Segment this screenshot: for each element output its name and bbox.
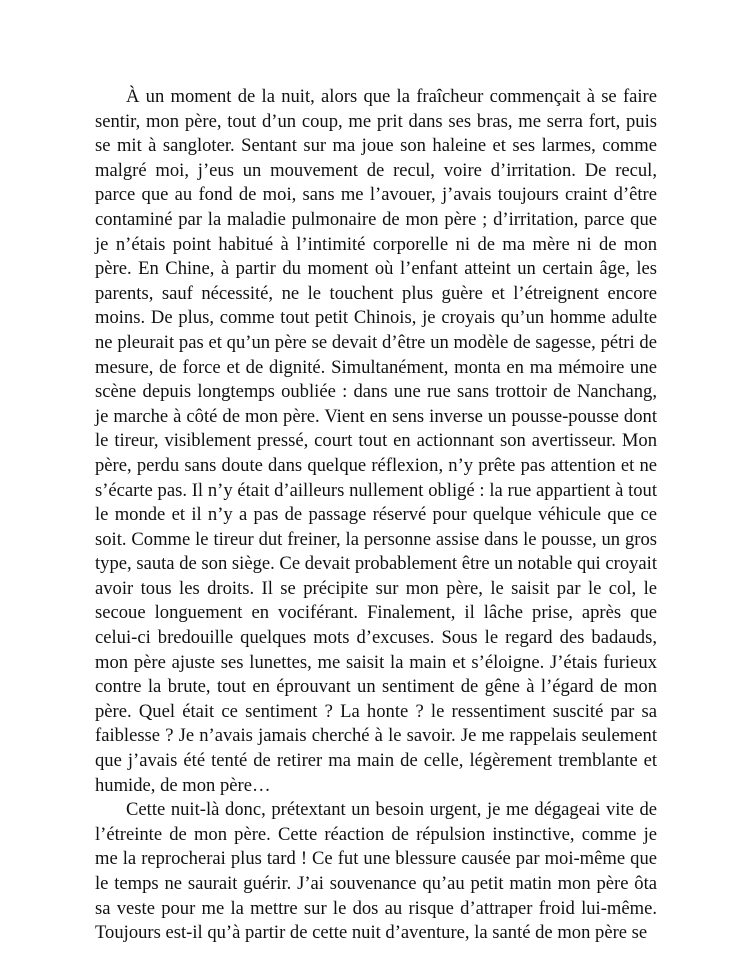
paragraph-1: À un moment de la nuit, alors que la fraîcheur commençait à se faire sentir, mon père, tout d’un coup, me prit dans ses bras, me serra fort, puis se mit à sangloter. Sentant sur ma joue son haleine et ses larmes, comme malgré moi, j’eus un mouvement de recul, voire d’irritation. De recul, parce que au fond de moi, sans me l’avouer, j’avais toujours craint d’être contaminé par la maladie pulmonaire de mon père ; d’irritation, parce que je n’étais point habitué à l’intimité corporelle ni de ma mère ni de mon père. En Chine, à partir du moment où l’enfant atteint un certain âge, les parents, sauf nécessité, ne le touchent plus guère et l’étreignent encore moins. De plus, comme tout petit Chinois, je croyais qu’un homme adulte ne pleurait pas et qu’un père se devait d’être un modèle de sagesse, pétri de mesure, de force et de dignité. Simultanément, monta en ma mémoire une scène depuis longtemps oubliée : dans une rue sans trottoir de Nanchang, je marche à côté de mon père. Vient en sens inverse un pousse-pousse dont le tireur, visiblement pressé, court tout en actionnant son avertisseur. Mon père, perdu sans doute dans quelque réflexion, n’y prête pas attention et ne s’écarte pas. Il n’y était d’ailleurs nullement obligé : la rue appartient à tout le monde et il n’y a pas de passage réservé pour quelque véhicule que ce soit. Comme le tireur dut freiner, la personne assise dans le pousse, un gros type, sauta de son siège. Ce devait probablement être un notable qui croyait avoir tous les droits. Il se précipite sur mon père, le saisit par le col, le secoue longuement en vociférant. Finalement, il lâche prise, après que celui-ci bredouille quelques mots d’excuses. Sous le regard des badauds, mon père ajuste ses lunettes, me saisit la main et s’éloigne. J’étais furieux contre la brute, tout en éprouvant un sentiment de gêne à l’égard de mon père. Quel était ce sentiment ? La honte ? le ressentiment suscité par sa faiblesse ? Je n’avais jamais cherché à le savoir. Je me rappelais seulement que j’avais été tenté de retirer ma main de celle, légèrement tremblante et humide, de mon père… bbox=[95, 86, 657, 796]
page-text bbox=[95, 85, 657, 946]
paragraph-2: Cette nuit-là donc, prétextant un besoin urgent, je me dégageai vite de l’étreinte de mon père. Cette réaction de répulsion instinctive, comme je me la reprocherai plus tard ! Ce fut une blessure causée par moi-même que le temps ne saurait guérir. J’ai souvenance qu’au petit matin mon père ôta sa veste pour me la mettre sur le dos au risque d’attraper froid lui-même. Toujours est-il qu’à partir de cette nuit d’aventure, la santé de mon père se bbox=[95, 799, 657, 944]
